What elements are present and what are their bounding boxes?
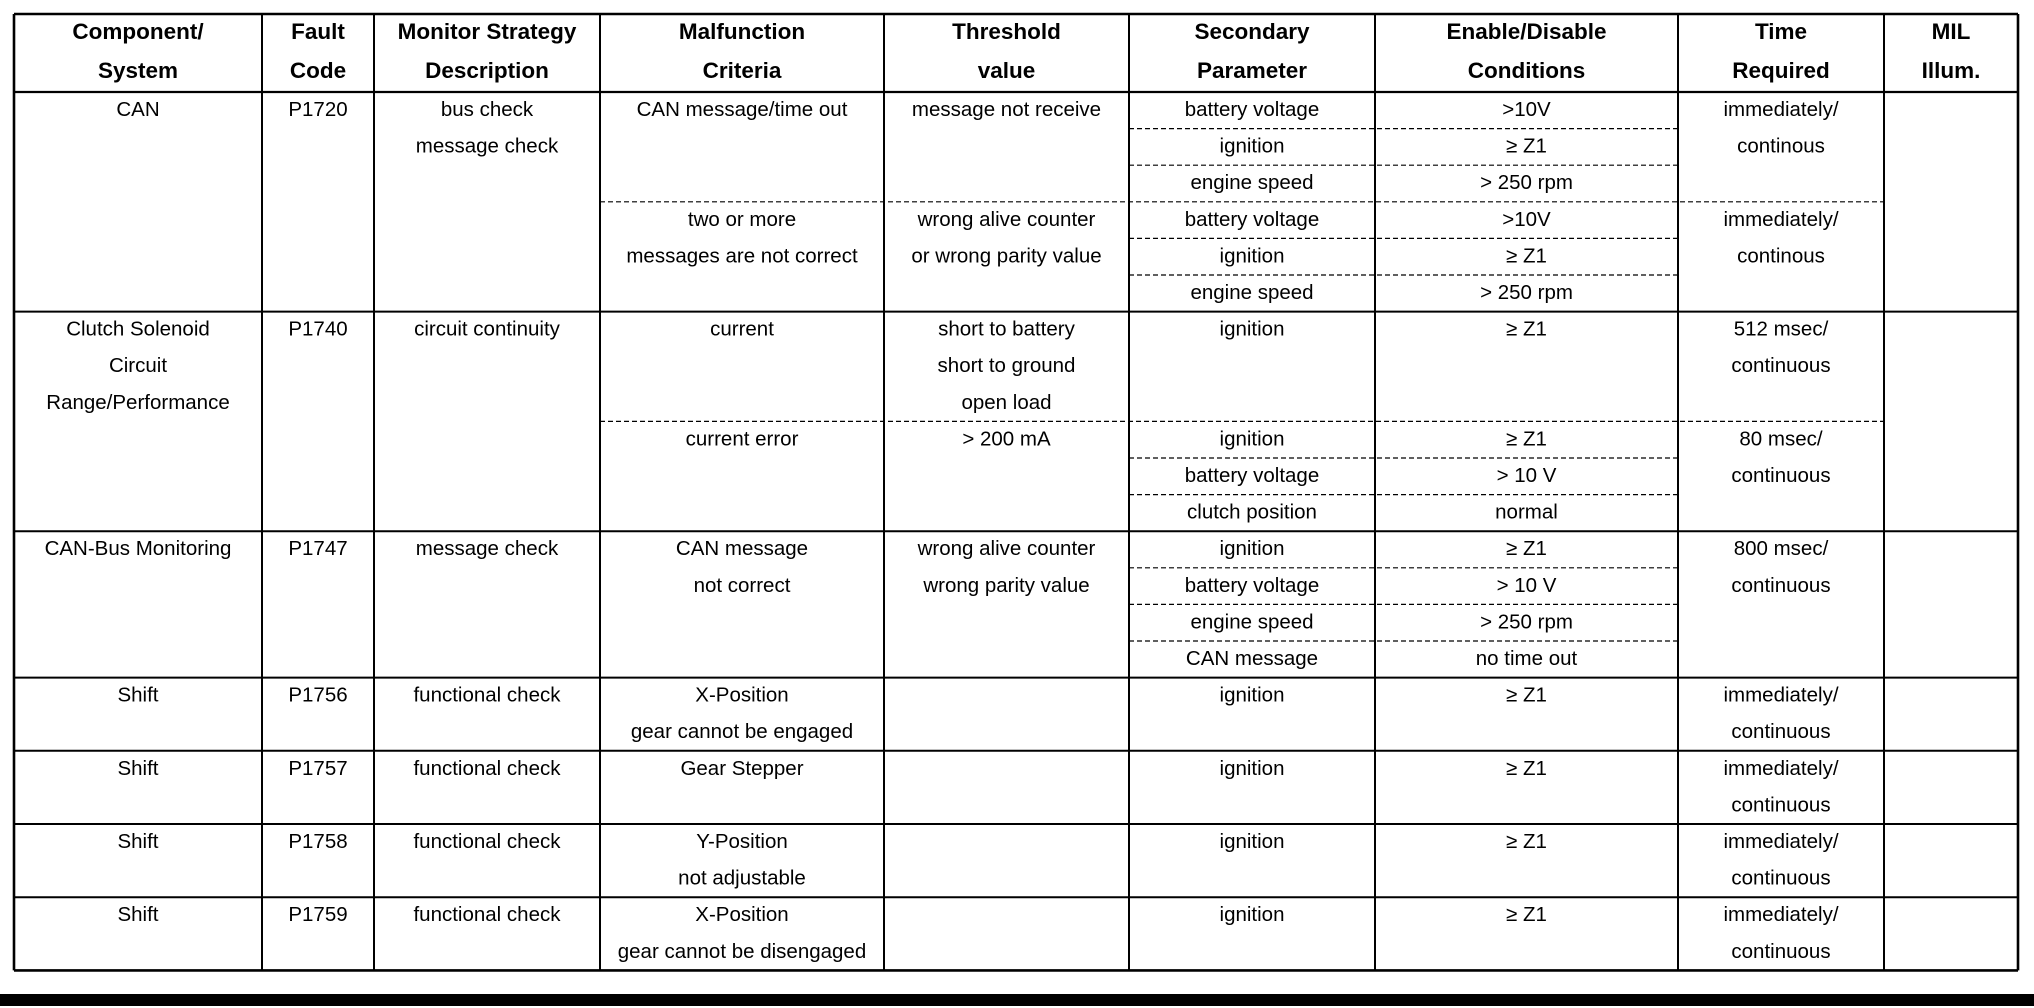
enable-condition: ≥ Z1 [1506,683,1547,707]
secondary-parameter: ignition [1219,537,1285,561]
enable-condition: ≥ Z1 [1506,134,1547,158]
header-cell-enable: Enable/Disable [1446,19,1607,44]
time-required: continous [1737,244,1825,268]
enable-condition: no time out [1475,647,1578,670]
secondary-parameter: ignition [1219,134,1285,158]
component-name: Shift [117,903,159,927]
secondary-parameter: battery voltage [1184,98,1320,121]
monitor-strategy: message check [415,134,559,158]
malfunction-criteria: current error [685,427,799,451]
enable-condition: >10V [1502,98,1551,121]
header-cell-time: Required [1732,58,1830,83]
component-name: CAN [116,98,160,121]
threshold-value: or wrong parity value [911,244,1102,268]
malfunction-criteria: X-Position [695,683,789,707]
header-cell-fault-code: Code [289,58,347,83]
monitor-strategy: circuit continuity [414,317,560,341]
table-grid [14,14,2018,970]
enable-condition: ≥ Z1 [1506,756,1547,780]
malfunction-criteria: not correct [693,573,791,597]
threshold-value: short to battery [938,317,1075,341]
malfunction-criteria: CAN message/time out [636,98,848,121]
component-name: CAN-Bus Monitoring [44,537,232,561]
component-name: Shift [117,830,159,853]
enable-condition: > 10 V [1496,573,1557,597]
header-cell-mil: MIL [1931,19,1971,44]
secondary-parameter: ignition [1219,427,1285,451]
secondary-parameter: clutch position [1187,500,1317,524]
header-cell-mil: Illum. [1921,58,1981,83]
threshold-value: short to ground [937,354,1076,378]
enable-condition: ≥ Z1 [1506,427,1547,451]
monitor-strategy: bus check [440,98,534,121]
threshold-value: wrong alive counter [917,207,1096,231]
component-name: Circuit [108,354,168,378]
threshold-value: message not receive [911,98,1102,121]
header-cell-component: Component/ [72,19,204,44]
threshold-value: wrong parity value [923,573,1090,597]
enable-condition: > 10 V [1496,464,1557,487]
header-cell-threshold: Threshold [952,19,1061,44]
fault-code: P1756 [288,683,348,707]
fault-code: P1758 [288,830,348,853]
secondary-parameter: ignition [1219,244,1285,268]
secondary-parameter: engine speed [1190,281,1314,304]
component-name: Range/Performance [46,390,230,414]
time-required: continuous [1731,939,1831,963]
header-cell-component: System [97,58,179,83]
enable-condition: >10V [1502,207,1551,231]
time-required: 800 msec/ [1733,537,1829,561]
malfunction-criteria: Y-Position [696,830,788,853]
time-required: immediately/ [1723,207,1839,231]
monitor-strategy: functional check [413,830,561,853]
time-required: continuous [1731,793,1831,817]
secondary-parameter: battery voltage [1184,464,1320,487]
enable-condition: ≥ Z1 [1506,317,1547,341]
malfunction-criteria: current [710,317,774,341]
enable-condition: ≥ Z1 [1506,903,1547,927]
fault-code: P1759 [288,903,348,927]
enable-condition: normal [1495,500,1558,524]
component-name: Shift [117,756,159,780]
secondary-parameter: ignition [1219,830,1285,853]
time-required: continuous [1731,573,1831,597]
secondary-parameter: CAN message [1185,647,1319,670]
time-required: immediately/ [1723,756,1839,780]
time-required: 512 msec/ [1733,317,1829,341]
fault-code: P1757 [288,756,348,780]
enable-condition: ≥ Z1 [1506,244,1547,268]
threshold-value: open load [961,390,1052,414]
secondary-parameter: battery voltage [1184,207,1320,231]
bottom-rule [0,994,2034,1006]
monitor-strategy: functional check [413,903,561,927]
enable-condition: > 250 rpm [1480,281,1573,304]
secondary-parameter: battery voltage [1184,573,1320,597]
malfunction-criteria: messages are not correct [626,244,858,268]
enable-condition: > 250 rpm [1480,171,1573,195]
time-required: continous [1737,134,1825,158]
secondary-parameter: ignition [1219,756,1285,780]
monitor-strategy: functional check [413,756,561,780]
threshold-value: > 200 mA [962,427,1051,451]
malfunction-criteria: not adjustable [678,866,806,890]
time-required: immediately/ [1723,683,1839,707]
header-cell-enable: Conditions [1467,58,1586,83]
time-required: continuous [1731,866,1831,890]
header-cell-fault-code: Fault [291,19,345,44]
enable-condition: ≥ Z1 [1506,830,1547,853]
enable-condition: ≥ Z1 [1506,537,1547,561]
fault-code: P1740 [288,317,348,341]
header-cell-secondary: Secondary [1194,19,1310,44]
time-required: immediately/ [1723,98,1839,121]
component-name: Clutch Solenoid [66,317,210,341]
threshold-value: wrong alive counter [917,537,1096,561]
malfunction-criteria: X-Position [695,903,789,927]
table-text [45,19,1981,963]
header-cell-monitor: Monitor Strategy [397,19,577,44]
monitor-strategy: message check [415,537,559,561]
header-cell-secondary: Parameter [1196,58,1308,83]
enable-condition: > 250 rpm [1480,610,1573,634]
secondary-parameter: ignition [1219,317,1285,341]
malfunction-criteria: CAN message [675,537,809,561]
header-cell-monitor: Description [425,58,549,83]
header-cell-malfunction: Criteria [702,58,782,83]
secondary-parameter: ignition [1219,903,1285,927]
malfunction-criteria: gear cannot be disengaged [617,939,867,963]
time-required: continuous [1731,354,1831,378]
fault-code: P1747 [288,537,348,561]
time-required: immediately/ [1723,903,1839,927]
monitor-strategy: functional check [413,683,561,707]
header-cell-malfunction: Malfunction [678,19,806,44]
component-name: Shift [117,683,159,707]
fault-code: P1720 [288,98,348,121]
malfunction-criteria: Gear Stepper [680,756,804,780]
header-cell-time: Time [1754,19,1808,44]
malfunction-criteria: two or more [687,207,797,231]
time-required: 80 msec/ [1739,427,1823,451]
malfunction-criteria: gear cannot be engaged [630,720,854,744]
time-required: continuous [1731,720,1831,744]
header-cell-threshold: value [977,58,1036,83]
secondary-parameter: engine speed [1190,171,1314,195]
time-required: immediately/ [1723,830,1839,853]
secondary-parameter: ignition [1219,683,1285,707]
time-required: continuous [1731,464,1831,487]
secondary-parameter: engine speed [1190,610,1314,634]
